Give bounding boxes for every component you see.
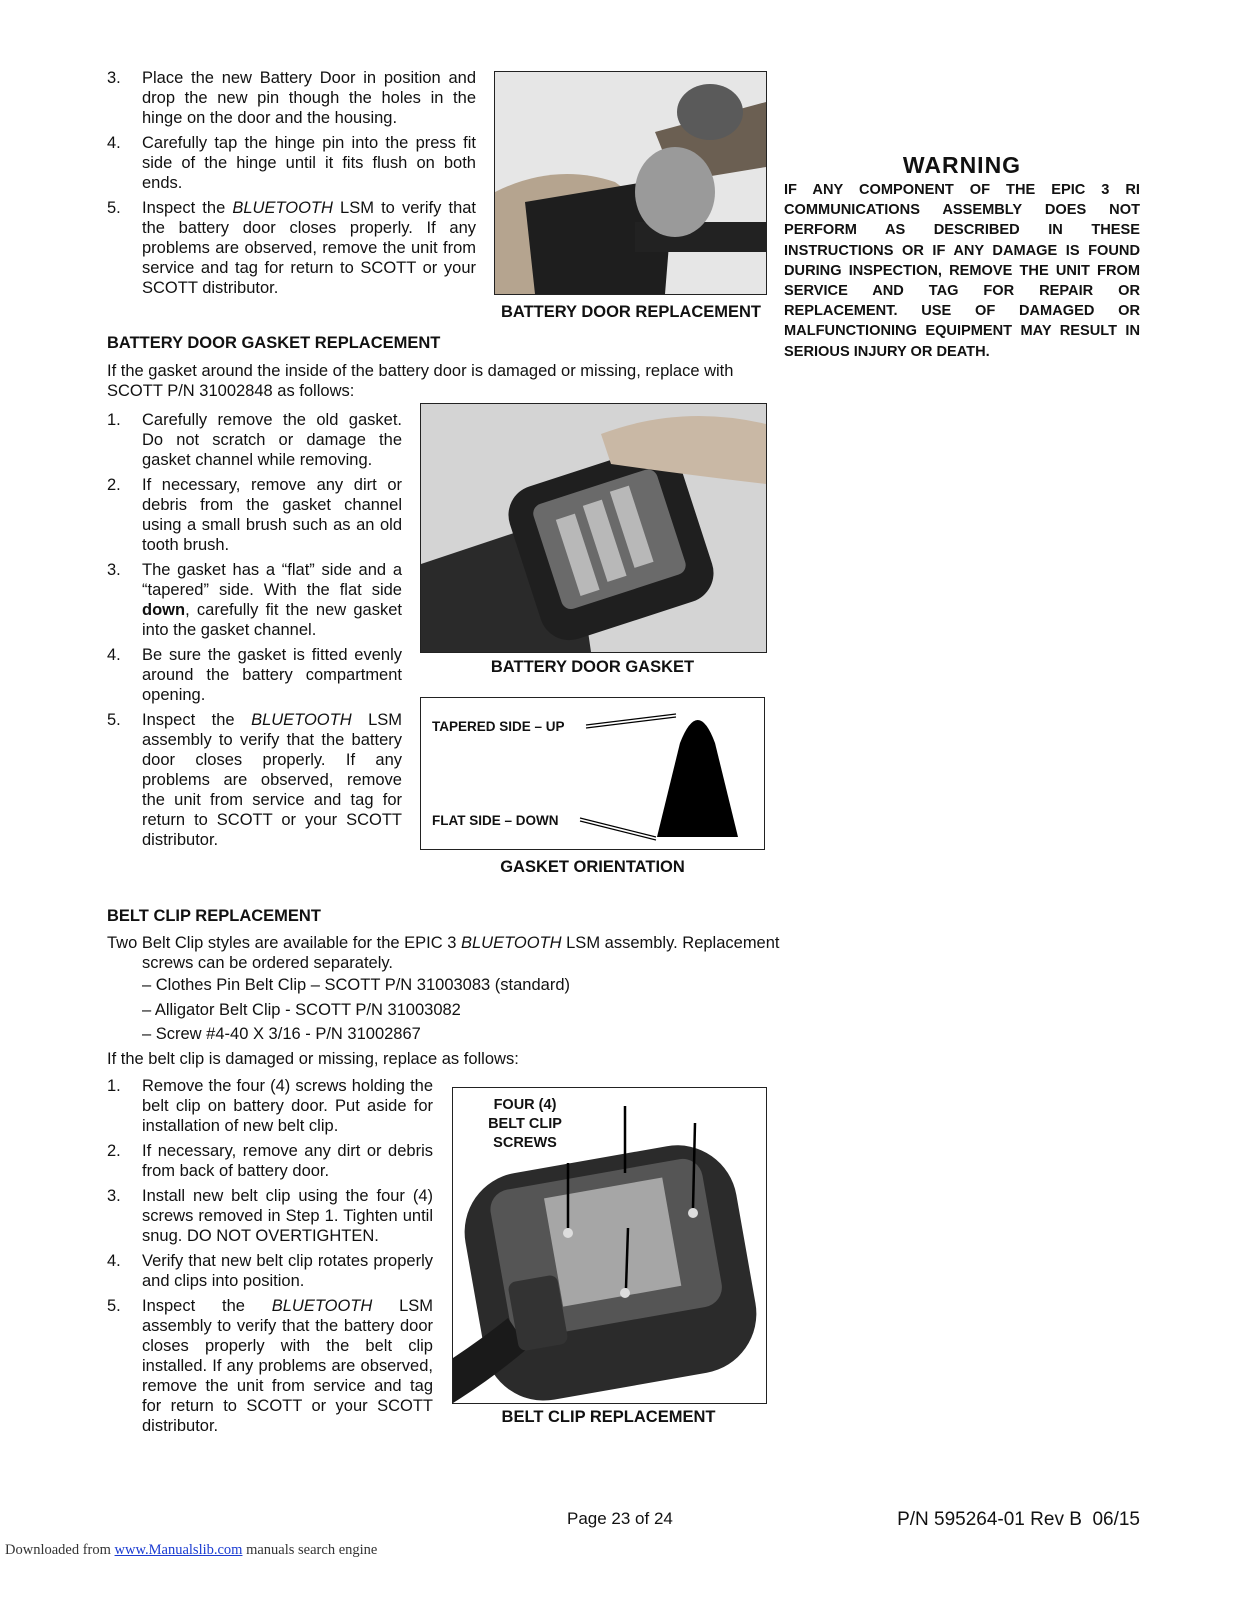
step-item [107, 1251, 433, 1291]
page-number: Page 23 of 24 [567, 1509, 673, 1528]
belt-clip-steps [107, 1076, 433, 1441]
step-text: Place the new Battery Door in position and drop the new pin though the holes in the hinge on the door and the housing. [142, 69, 476, 127]
step-number: 4. [107, 1252, 121, 1270]
step-number: 4. [107, 134, 121, 152]
battery-door-steps [107, 68, 476, 303]
step-text: If necessary, remove any dirt or debris from back of battery door. [142, 1142, 433, 1180]
step-item [107, 645, 402, 705]
step-number: 3. [107, 1187, 121, 1205]
gasket-orientation-diagram [420, 697, 765, 850]
belt-clip-lead: If the belt clip is damaged or missing, replace as follows: [107, 1050, 519, 1068]
document-part-number: P/N 595264-01 Rev B 06/15 [897, 1509, 1140, 1530]
flat-side-label: FLAT SIDE – DOWN [432, 813, 559, 828]
step-item [107, 475, 402, 555]
step-item [107, 410, 402, 470]
parts-list-item: – Screw #4-40 X 3/16 - P/N 31002867 [142, 1025, 421, 1043]
step-number: 1. [107, 411, 121, 429]
step-text: Inspect the [142, 1297, 272, 1315]
step-text: LSM assembly to verify that the battery door closes properly with the belt clip installed. If any problems are observed, remove the unit from service and tag for return to SCOTT or your SCOTT distributor. [142, 1297, 434, 1435]
step-number: 2. [107, 1142, 121, 1160]
step-text: , carefully fit the new gasket into the gasket channel. [142, 601, 402, 639]
tapered-side-label: TAPERED SIDE – UP [432, 719, 565, 734]
gasket-steps [107, 410, 402, 855]
step-text: Verify that new belt clip rotates properly and clips into position. [142, 1252, 433, 1290]
step-item [107, 1186, 433, 1246]
belt-clip-screws-label [475, 1096, 575, 1153]
step-item [107, 133, 476, 193]
step-item [107, 1076, 433, 1136]
download-suffix: manuals search engine [242, 1542, 378, 1558]
step-item [107, 560, 402, 640]
step-item [107, 198, 476, 298]
belt-clip-intro-a: Two Belt Clip styles are available for the EPIC 3 [107, 934, 461, 952]
tapered-pointer-line [586, 714, 676, 725]
step-text: Carefully tap the hinge pin into the press fit side of the hinge until it fits flush on both ends. [142, 134, 476, 192]
step-text: LSM to verify that the battery door closes properly. If any problems are observed, remove the unit from service and tag for return to SCOTT or your SCOTT distributor. [142, 199, 477, 297]
belt-clip-section-heading: BELT CLIP REPLACEMENT [107, 907, 321, 925]
belt-clip-intro-emph: BLUETOOTH [461, 934, 562, 952]
parts-list-item: – Alligator Belt Clip - SCOTT P/N 31003082 [142, 1000, 461, 1019]
step-number: 3. [107, 561, 121, 579]
manualslib-link[interactable]: www.Manualslib.com [114, 1542, 243, 1558]
gasket-orientation-caption: GASKET ORIENTATION [500, 858, 685, 876]
battery-door-gasket-photo [420, 403, 767, 653]
step-text: down [142, 601, 186, 619]
gasket-section-intro: If the gasket around the inside of the battery door is damaged or missing, replace with SCOTT P/N 31002848 as follows: [107, 362, 734, 400]
step-text: Install new belt clip using the four (4) screws removed in Step 1. Tighten until snug. DO NOT OVERTIGHTEN. [142, 1187, 433, 1245]
step-number: 3. [107, 69, 121, 87]
warning-title: WARNING [902, 152, 1022, 178]
step-text: Inspect the [142, 711, 252, 729]
step-text: Remove the four (4) screws holding the belt clip on battery door. Put aside for installation of new belt clip. [142, 1077, 433, 1135]
belt-clip-replacement-caption: BELT CLIP REPLACEMENT [501, 1408, 716, 1426]
step-item [107, 1296, 433, 1436]
step-text: Be sure the gasket is fitted evenly around the battery compartment opening. [142, 646, 402, 704]
step-text: If necessary, remove any dirt or debris from the gasket channel using a small brush such as an old tooth brush. [142, 476, 402, 554]
flat-pointer-line [580, 818, 656, 837]
gasket-profile-shape [657, 720, 738, 837]
battery-door-replacement-photo [494, 71, 767, 295]
step-number: 5. [107, 199, 121, 217]
download-prefix: Downloaded from [5, 1542, 115, 1558]
step-text: Inspect the [142, 199, 233, 217]
belt-clip-parts-list [142, 973, 742, 1047]
gasket-section-heading: BATTERY DOOR GASKET REPLACEMENT [107, 334, 441, 352]
step-text: Carefully remove the old gasket. Do not scratch or damage the gasket channel while removing. [142, 411, 402, 469]
step-number: 5. [107, 1297, 121, 1315]
warning-text: IF ANY COMPONENT OF THE EPIC 3 RI COMMUNICATIONS ASSEMBLY DOES NOT PERFORM AS DESCRIBED IN THESE INSTRUCTIONS OR IF ANY DAMAGE IS FOUND DURING INSPECTION, REMOVE THE UNIT FROM SERVICE AND TAG FOR REPAIR OR REPLACEMENT. USE OF DAMAGED OR MALFUNCTIONING EQUIPMENT MAY RESULT IN SERIOUS INJURY OR DEATH. [784, 182, 1140, 360]
step-text: BLUETOOTH [232, 199, 333, 217]
screws-label-line: FOUR (4) [493, 1097, 557, 1113]
step-item [107, 68, 476, 128]
screws-label-line: BELT CLIP [488, 1116, 562, 1132]
screws-label-line: SCREWS [493, 1135, 557, 1151]
parts-list-item: – Clothes Pin Belt Clip – SCOTT P/N 31003083 (standard) [142, 976, 570, 994]
download-source-line [5, 1542, 377, 1559]
belt-clip-intro [107, 933, 794, 973]
step-number: 5. [107, 711, 121, 729]
step-text: The gasket has a “flat” side and a “tapered” side. With the flat side [142, 561, 402, 599]
step-item [107, 1141, 433, 1181]
step-number: 2. [107, 476, 121, 494]
battery-door-replacement-caption: BATTERY DOOR REPLACEMENT [500, 303, 762, 321]
step-text: BLUETOOTH [271, 1297, 373, 1315]
step-number: 1. [107, 1077, 121, 1095]
step-number: 4. [107, 646, 121, 664]
step-item [107, 710, 402, 850]
battery-door-gasket-caption: BATTERY DOOR GASKET [490, 658, 695, 676]
belt-clip-intro-b: LSM assembly. Replacement screws can be ordered separately. [142, 934, 780, 972]
step-text: LSM assembly to verify that the battery door closes properly. If any problems are observed, remove the unit from service and tag for return to SCOTT or your SCOTT distributor. [142, 711, 402, 849]
belt-clip-replacement-photo [452, 1087, 767, 1404]
step-text: BLUETOOTH [251, 711, 352, 729]
